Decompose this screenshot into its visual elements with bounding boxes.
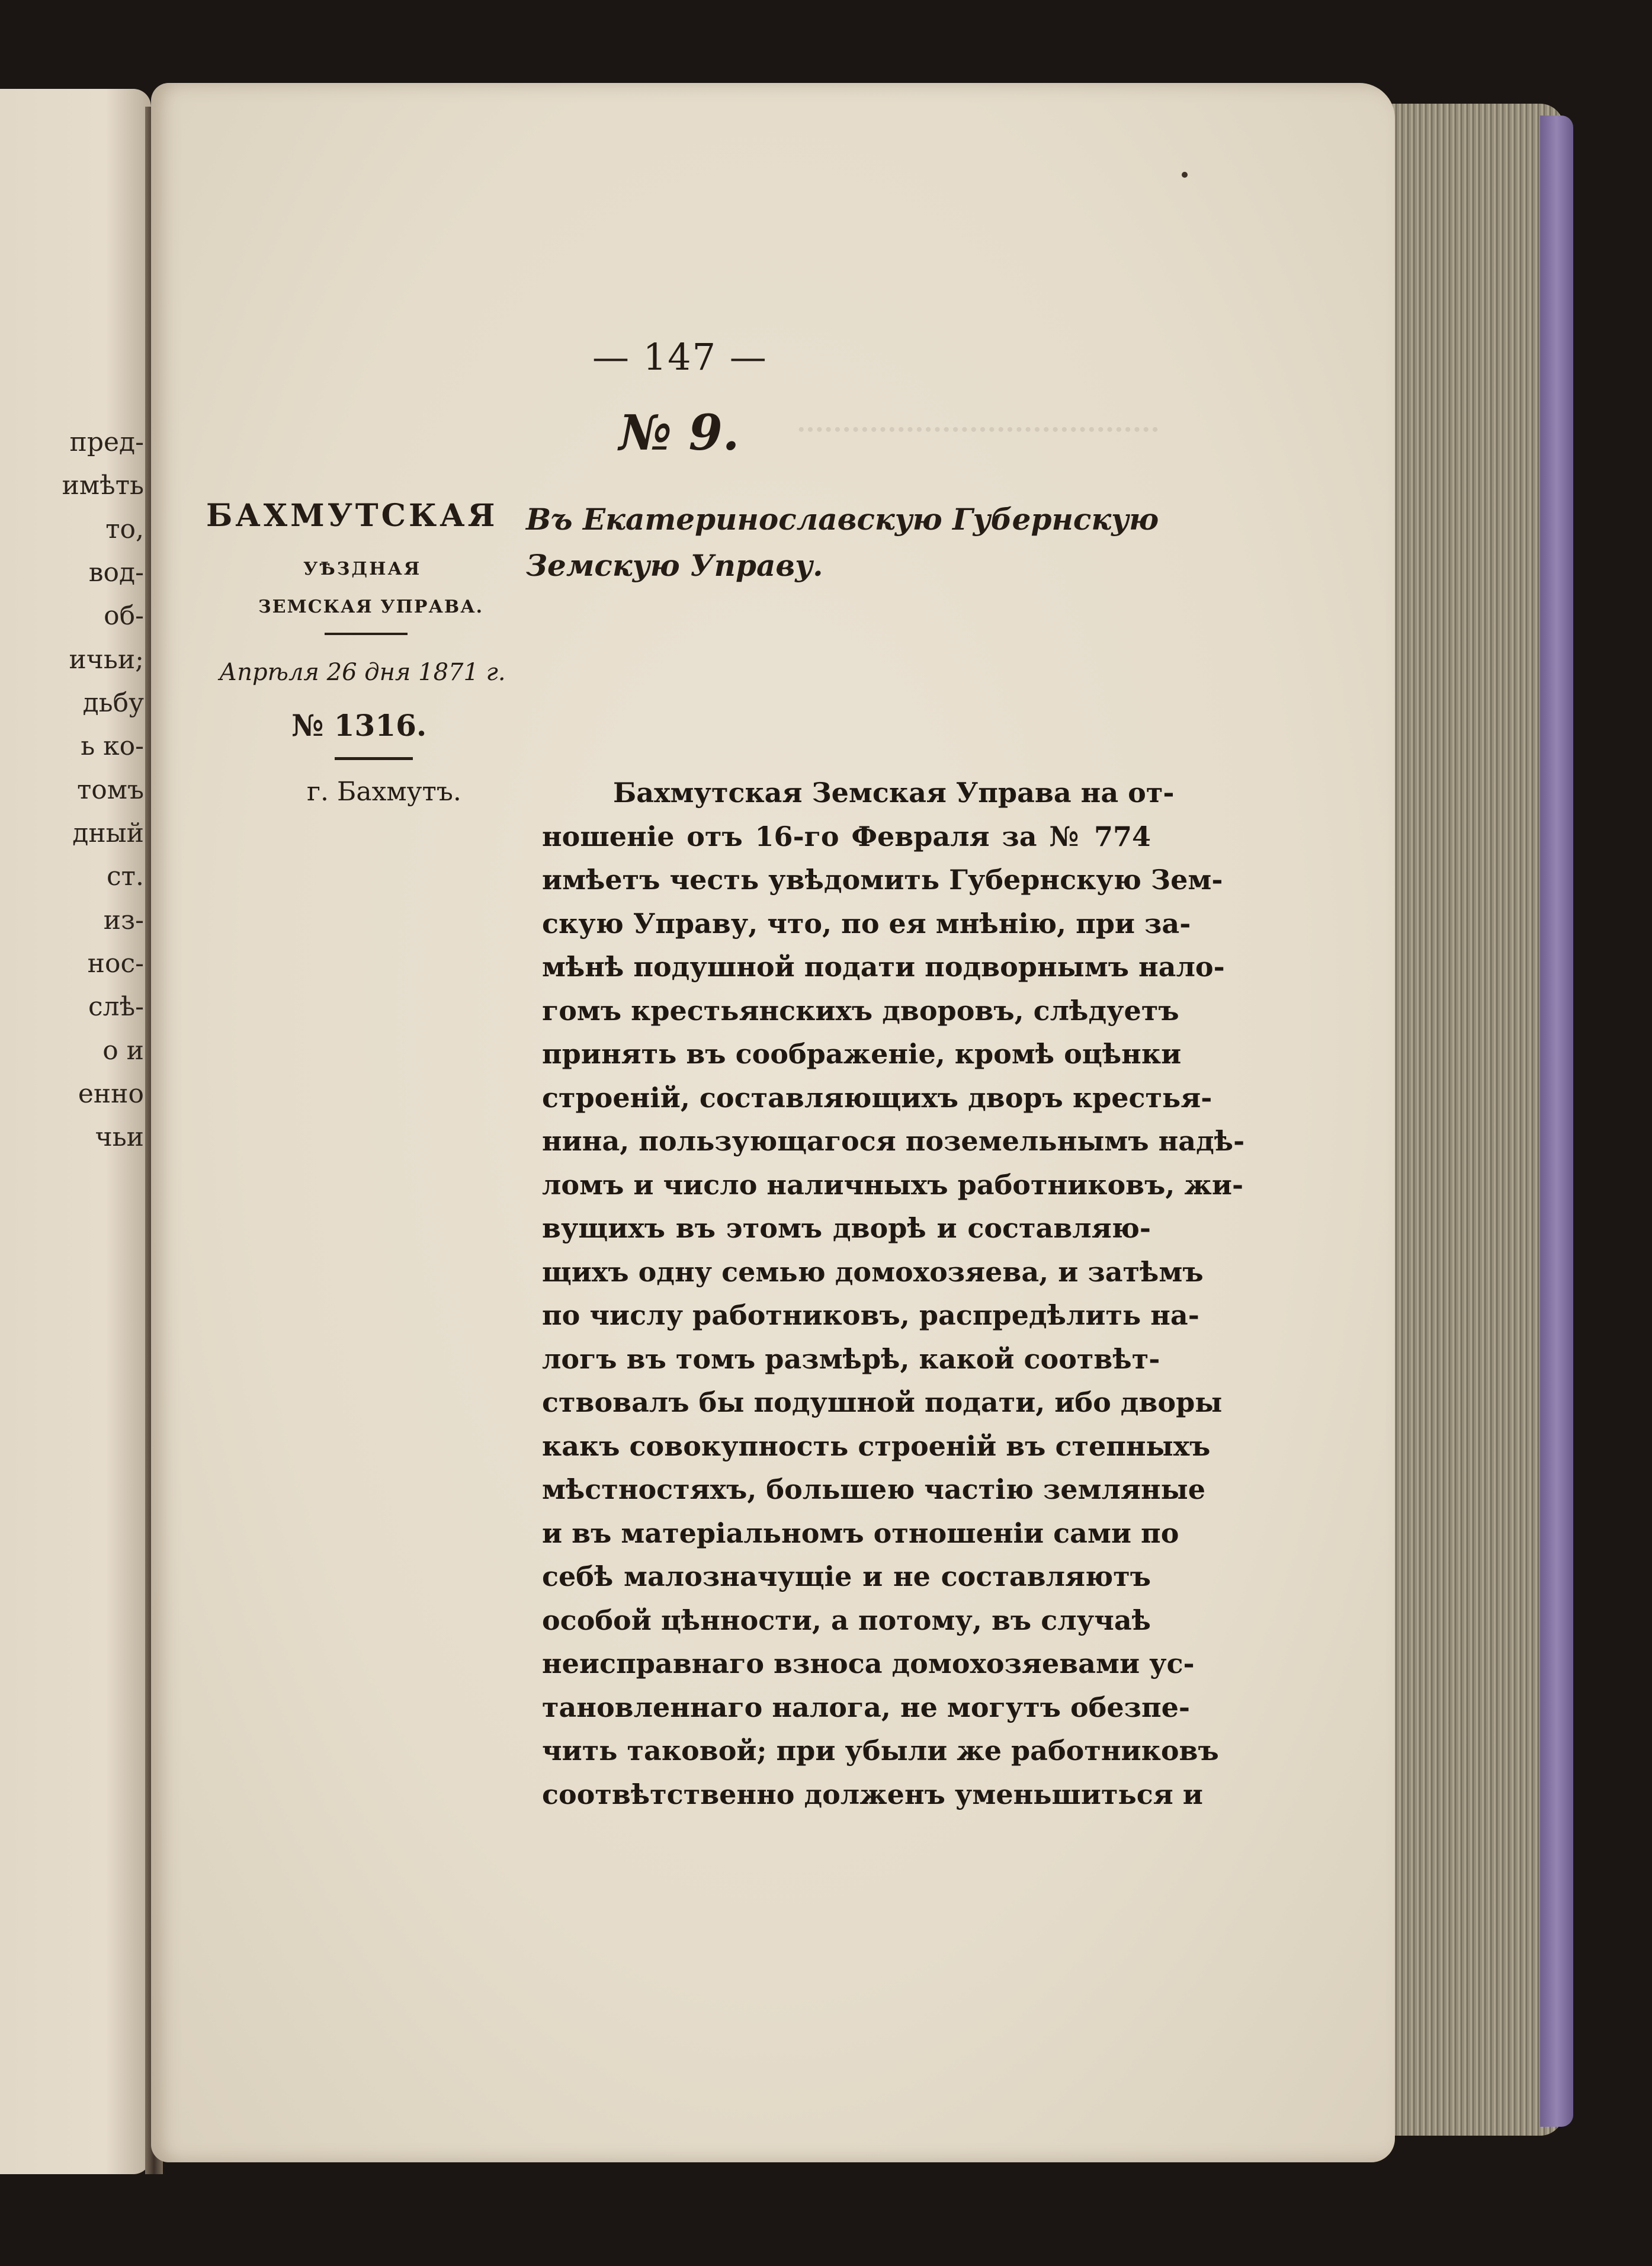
- letterhead-date: Апрѣля 26 дня 1871 г.: [219, 659, 506, 686]
- body-line: и въ матеріальномъ отношеніи сами по: [542, 1517, 1179, 1549]
- left-page-fragment: пред-: [69, 427, 144, 457]
- ink-speck: [1182, 172, 1188, 178]
- body-line: чить таковой; при убыли же работниковъ: [542, 1735, 1219, 1767]
- body-line: вущихъ въ этомъ дворѣ и составляю-: [542, 1212, 1151, 1244]
- body-line: по числу работниковъ, распредѣлить на-: [542, 1299, 1199, 1331]
- letterhead-sender: БАХМУТСКАЯ: [206, 498, 498, 534]
- left-page-fragment: дьбу: [82, 688, 144, 718]
- left-page-fragment: слѣ-: [88, 992, 144, 1022]
- body-line: неисправнаго взноса домохозяевами ус-: [542, 1648, 1195, 1680]
- body-line: щихъ одну семью домохозяева, и затѣмъ: [542, 1255, 1204, 1288]
- left-page-fragment: ь ко-: [81, 731, 144, 761]
- letterhead-subtitle: УѢЗДНАЯ: [303, 559, 422, 579]
- body-line: себѣ малозначущіе и не составляютъ: [542, 1560, 1151, 1592]
- left-page-fragment: то,: [105, 514, 144, 544]
- body-text: [542, 771, 1245, 1816]
- left-page-fragment: имѣть: [62, 470, 144, 501]
- page-number: — 147 —: [592, 335, 768, 379]
- outgoing-number-rule: [335, 757, 413, 760]
- letterhead-rule: [325, 633, 408, 635]
- addressee-line: Земскую Управу.: [526, 548, 823, 583]
- body-line: строеній, составляющихъ дворъ крестья-: [542, 1081, 1212, 1114]
- body-line: логъ въ томъ размѣрѣ, какой соотвѣт-: [542, 1342, 1160, 1375]
- body-line: тановленнаго налога, не могутъ обезпе-: [542, 1691, 1191, 1723]
- body-line: мѣнѣ подушной подати подворнымъ нало-: [542, 951, 1225, 983]
- letterhead-subtitle: ЗЕМСКАЯ УПРАВА.: [258, 597, 484, 617]
- outgoing-number: № 1316.: [291, 708, 427, 743]
- body-line: принять въ соображеніе, кромѣ оцѣнки: [542, 1038, 1182, 1070]
- left-page-fragment: из-: [103, 905, 144, 935]
- body-line: ношеніе отъ 16-го Февраля за № 774: [542, 820, 1151, 852]
- body-line: какъ совокупность строеній въ степныхъ: [542, 1430, 1211, 1462]
- book-cover-edge: [1540, 116, 1573, 2127]
- page-edges: [1380, 104, 1564, 2136]
- body-line: ломъ и число наличныхъ работниковъ, жи-: [542, 1168, 1244, 1201]
- left-page-fragment: вод-: [88, 557, 144, 588]
- left-page-fragment: нос-: [87, 948, 144, 979]
- left-page-fragment: о и: [102, 1036, 144, 1066]
- body-line: мѣстностяхъ, большею частію земляные: [542, 1473, 1205, 1505]
- body-line: ствовалъ бы подушной подати, ибо дворы: [542, 1386, 1223, 1418]
- left-page-fragment: томъ: [76, 775, 144, 805]
- body-line: соотвѣтственно долженъ уменьшиться и: [542, 1778, 1203, 1810]
- addressee-block: [526, 496, 1166, 589]
- letterhead-city: г. Бахмутъ.: [307, 777, 461, 807]
- addressee-line: Въ Екатеринославскую Губернскую: [526, 502, 1159, 537]
- left-page-fragment: об-: [104, 601, 144, 631]
- left-page-fragment: дный: [72, 818, 144, 848]
- body-line: особой цѣнности, а потому, въ случаѣ: [542, 1604, 1151, 1636]
- left-page-fragment: ичьи;: [69, 645, 144, 675]
- left-page-fragment: ст.: [107, 861, 144, 892]
- left-page-fragment: енно: [78, 1079, 144, 1109]
- body-line: Бахмутская Земская Управа на от-: [613, 777, 1175, 809]
- body-line: нина, пользующагося поземельнымъ надѣ-: [542, 1125, 1245, 1157]
- left-page-fragment: чьи: [95, 1122, 144, 1152]
- body-line: имѣетъ честь увѣдомить Губернскую Зем-: [542, 864, 1223, 896]
- bleed-through-decoration: ········································: [797, 415, 1160, 445]
- document-number: № 9.: [619, 405, 740, 461]
- left-facing-page: [0, 89, 151, 2174]
- body-line: скую Управу, что, по ея мнѣнію, при за-: [542, 907, 1191, 940]
- body-line: гомъ крестьянскихъ дворовъ, слѣдуетъ: [542, 994, 1179, 1027]
